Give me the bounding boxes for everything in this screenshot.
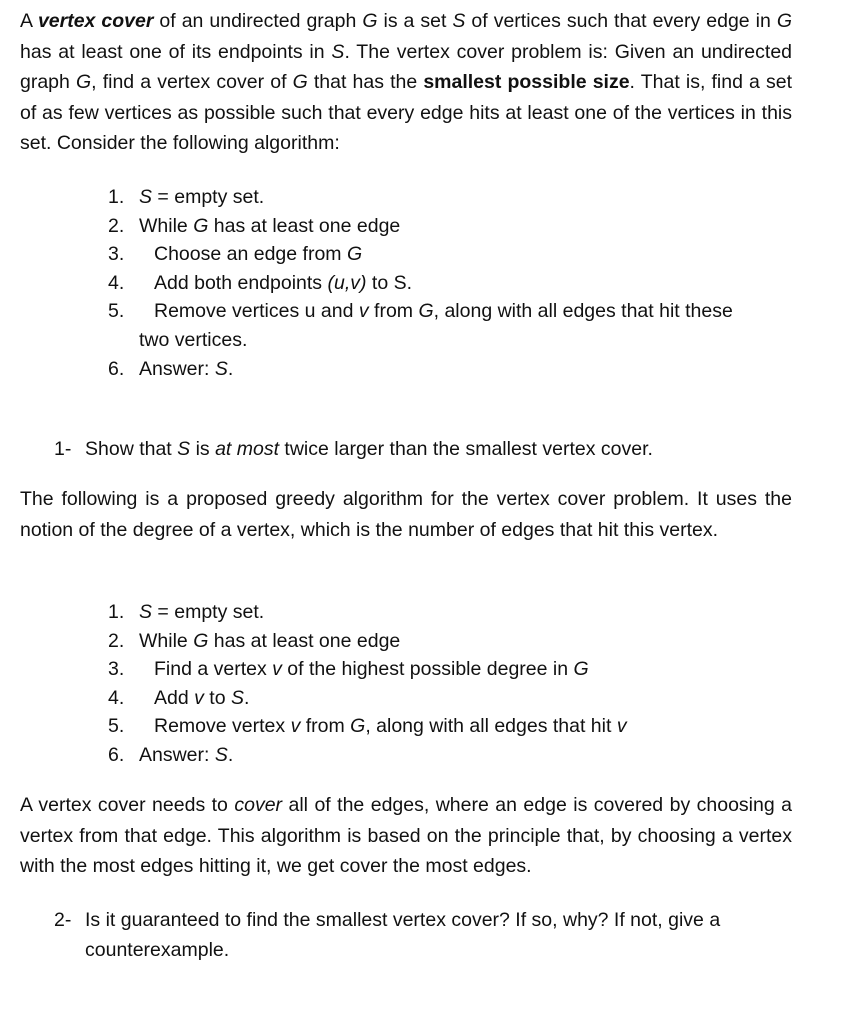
intro-text: is a set [377, 10, 453, 32]
intro-text: has at least one of its endpoints in [20, 40, 332, 63]
intro-text: of an undirected graph [153, 10, 363, 32]
intro-text: A [20, 10, 38, 32]
step-number: 5. [108, 300, 125, 323]
var-s: S [331, 40, 345, 63]
var-v: v [616, 715, 627, 738]
var-s: S [230, 686, 244, 709]
question-1 [54, 434, 794, 464]
step-number: 1. [108, 601, 125, 623]
var-g: G [292, 71, 308, 93]
algorithm-2-step-1 [108, 598, 798, 627]
step-text: Answer: [139, 743, 215, 766]
principle-text: all of the edges, where an edge is covered by choosing a vertex from that edge. This algorithm is based on the principle that, by choosing a vertex with the most edges hitting it, we get cover the most edges. [20, 794, 792, 877]
step-text: = empty set. [152, 601, 265, 623]
intro-text: , find a vertex cover of [91, 71, 293, 93]
step-number: 3. [108, 243, 125, 266]
step-text: from [300, 715, 351, 738]
step-text: of the highest possible degree in [281, 658, 574, 681]
step-number: 4. [108, 686, 125, 709]
var-s: S [177, 438, 191, 460]
step-text: has at least one edge [208, 629, 401, 652]
algorithm-2-step-6 [108, 741, 798, 770]
algorithm-2-step-3 [108, 655, 798, 684]
algorithm-1-step-5 [108, 297, 798, 354]
intro-text: of vertices such that every edge in [465, 10, 777, 32]
question-text: is [190, 438, 216, 460]
principle-text: A vertex cover needs to [20, 794, 235, 816]
question-text: twice larger than the smallest vertex cover. [279, 438, 653, 460]
step-text: Find a vertex [154, 658, 273, 681]
step-text: Remove vertex [154, 715, 291, 738]
step-text: , along with all edges that hit [365, 715, 617, 738]
step-text: . [227, 357, 234, 380]
step-text: Answer: [139, 357, 215, 380]
algorithm-1-step-3 [108, 240, 798, 269]
var-g: G [776, 10, 792, 32]
var-s: S [139, 601, 153, 623]
var-g: G [76, 71, 92, 93]
var-s: S [214, 743, 228, 766]
question-number: 1- [54, 438, 72, 460]
step-number: 3. [108, 658, 125, 681]
at-most-emphasis: at most [215, 438, 280, 460]
var-uv: (u,v) [327, 271, 367, 294]
var-s: S [214, 357, 228, 380]
algorithm-2-step-2 [108, 627, 798, 656]
var-v: v [194, 686, 204, 709]
var-g: G [350, 715, 366, 738]
step-text: , along with all edges that hit these [433, 300, 733, 323]
step-text: Add both endpoints [154, 271, 328, 294]
step-text: to [203, 686, 231, 709]
var-g: G [193, 214, 209, 237]
var-s: S [452, 10, 466, 32]
algorithm-1-list [108, 183, 798, 383]
step-number: 5. [108, 715, 125, 738]
var-g: G [573, 658, 589, 681]
intro-paragraph [20, 6, 792, 159]
intro-text: . That is, find a set of as few vertices as possible such that every edge hits at least one of the vertices in this set. Consider the following algorithm: [20, 71, 792, 154]
step-number: 4. [108, 271, 125, 294]
step-number: 2. [108, 629, 125, 652]
question-text: Is it guaranteed to find the smallest vertex cover? If so, why? If not, give a counterexample. [85, 909, 721, 961]
step-number: 2. [108, 214, 125, 237]
principle-paragraph [20, 790, 792, 882]
step-text: has at least one edge [208, 214, 401, 237]
intro-text: that has the [307, 71, 424, 93]
algorithm-1-step-1 [108, 183, 798, 212]
step-number: 6. [108, 743, 125, 766]
cover-emphasis: cover [234, 794, 283, 816]
algorithm-2-step-4 [108, 684, 798, 713]
algorithm-2-step-5 [108, 712, 798, 741]
vertex-cover-term: vertex cover [37, 10, 154, 32]
var-v: v [358, 300, 369, 323]
step-text: Add [154, 686, 195, 709]
step-number: 6. [108, 357, 125, 380]
var-v: v [290, 715, 301, 738]
step-continuation: two vertices. [139, 328, 248, 351]
intro-text: . The vertex cover problem is: Given an undirected graph [20, 40, 793, 93]
step-text: . [227, 743, 234, 766]
step-text: While [139, 214, 194, 237]
step-text: from [368, 300, 419, 323]
step-text: to S. [366, 271, 413, 294]
smallest-size-emphasis: smallest possible size [423, 71, 630, 93]
algorithm-1-step-6 [108, 355, 798, 384]
question-2 [54, 905, 794, 965]
var-s: S [139, 186, 153, 208]
algorithm-2-list [108, 598, 798, 770]
step-text: = empty set. [152, 186, 265, 208]
question-number: 2- [54, 909, 72, 931]
step-text: Choose an edge from [154, 243, 347, 266]
var-g: G [418, 300, 434, 323]
algorithm-1-step-4 [108, 269, 798, 298]
var-g: G [346, 243, 363, 266]
algorithm-1-step-2 [108, 212, 798, 241]
var-v: v [272, 658, 282, 681]
greedy-intro-paragraph: The following is a proposed greedy algorithm for the vertex cover problem. It uses the notion of the degree of a vertex, which is the number of edges that hit this vertex. [20, 488, 792, 541]
step-text: Remove vertices u and [154, 300, 359, 323]
step-text: . [244, 686, 250, 709]
var-g: G [193, 629, 209, 652]
var-g: G [362, 10, 378, 32]
step-text: While [139, 629, 194, 652]
question-text: Show that [85, 438, 178, 460]
step-number: 1. [108, 186, 125, 208]
